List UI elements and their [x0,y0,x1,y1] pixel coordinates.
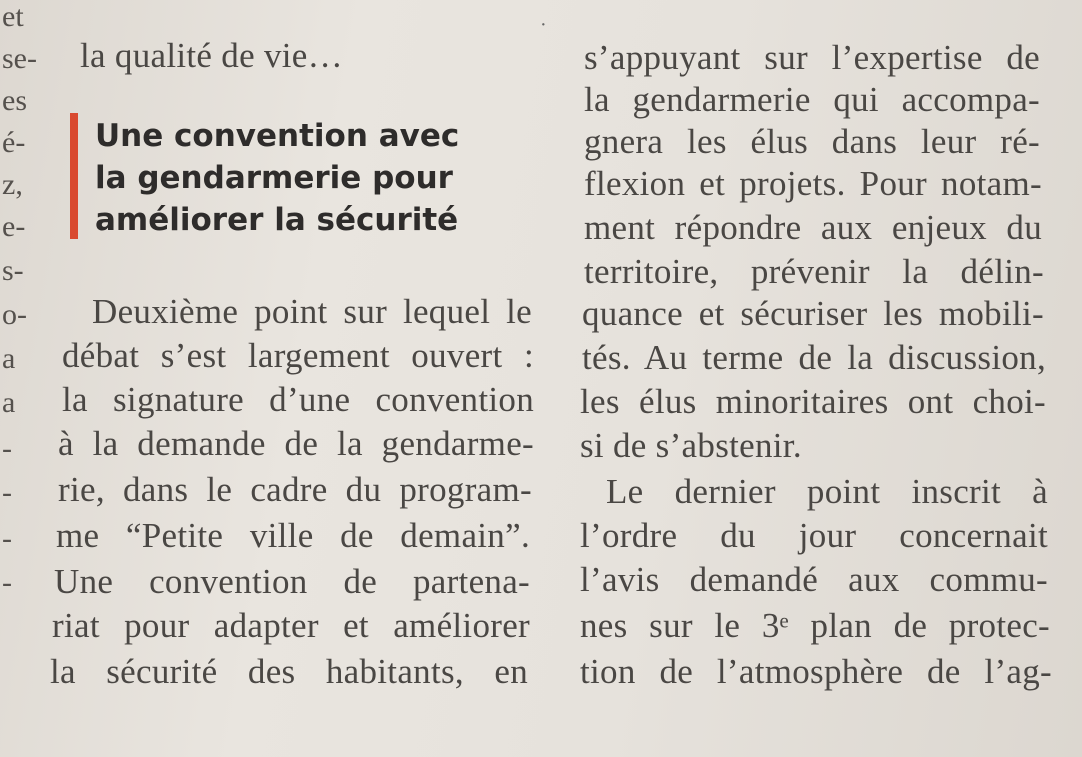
margin-fragment: o- [2,298,27,331]
heading-line: améliorer la sécurité [95,202,459,238]
heading-accent-bar [70,113,78,239]
text-line: ment répondre aux enjeux du [584,208,1042,247]
margin-fragment: é- [2,126,26,159]
text-line: quance et sécuriser les mobili- [582,294,1044,333]
text-line: la gendarmerie qui accompa- [584,80,1040,119]
margin-fragment: es [2,84,27,117]
margin-fragment: se- [2,42,37,75]
margin-fragment: - [2,432,12,465]
text-line: riat pour adapter et améliorer [52,606,530,645]
text-line: tion de l’atmosphère de l’ag- [580,652,1052,691]
text-line: débat s’est largement ouvert : [62,336,534,375]
margin-fragment: a [2,386,16,419]
text-line: la sécurité des habitants, en [50,652,528,691]
text-line: me “Petite ville de demain”. [56,516,530,555]
text-line: la signature d’une convention [62,380,534,419]
text-line: Le dernier point inscrit à [606,472,1048,511]
heading-line: la gendarmerie pour [95,160,453,196]
margin-fragment: - [2,476,12,509]
text-line: nes sur le 3ᵉ plan de protec- [580,606,1050,645]
margin-fragment: - [2,522,12,555]
print-speck: · [540,14,547,36]
text-line: tés. Au terme de la discussion, [582,338,1046,377]
margin-fragment: z, [2,168,23,201]
text-line: s’appuyant sur l’expertise de [584,38,1040,77]
text-line: la qualité de vie… [80,36,343,75]
text-line: gnera les élus dans leur ré- [584,122,1040,161]
text-line: Une convention de partena- [54,562,530,601]
text-line: l’avis demandé aux commu- [580,560,1048,599]
margin-fragment: a [2,342,16,375]
margin-fragment: et [2,0,24,33]
text-line: si de s’abstenir. [580,426,802,465]
text-line: les élus minoritaires ont choi- [580,382,1046,421]
heading-line: Une convention avec [95,118,460,154]
text-line: flexion et projets. Pour notam- [584,164,1042,203]
text-line: rie, dans le cadre du program- [58,470,532,509]
margin-fragment: s- [2,254,24,287]
margin-fragment: e- [2,210,26,243]
text-line: Deuxième point sur lequel le [92,292,532,331]
text-line: l’ordre du jour concernait [580,516,1048,555]
text-line: à la demande de la gendarme- [58,424,534,463]
margin-fragment: - [2,566,12,599]
text-line: territoire, prévenir la délin- [584,252,1044,291]
